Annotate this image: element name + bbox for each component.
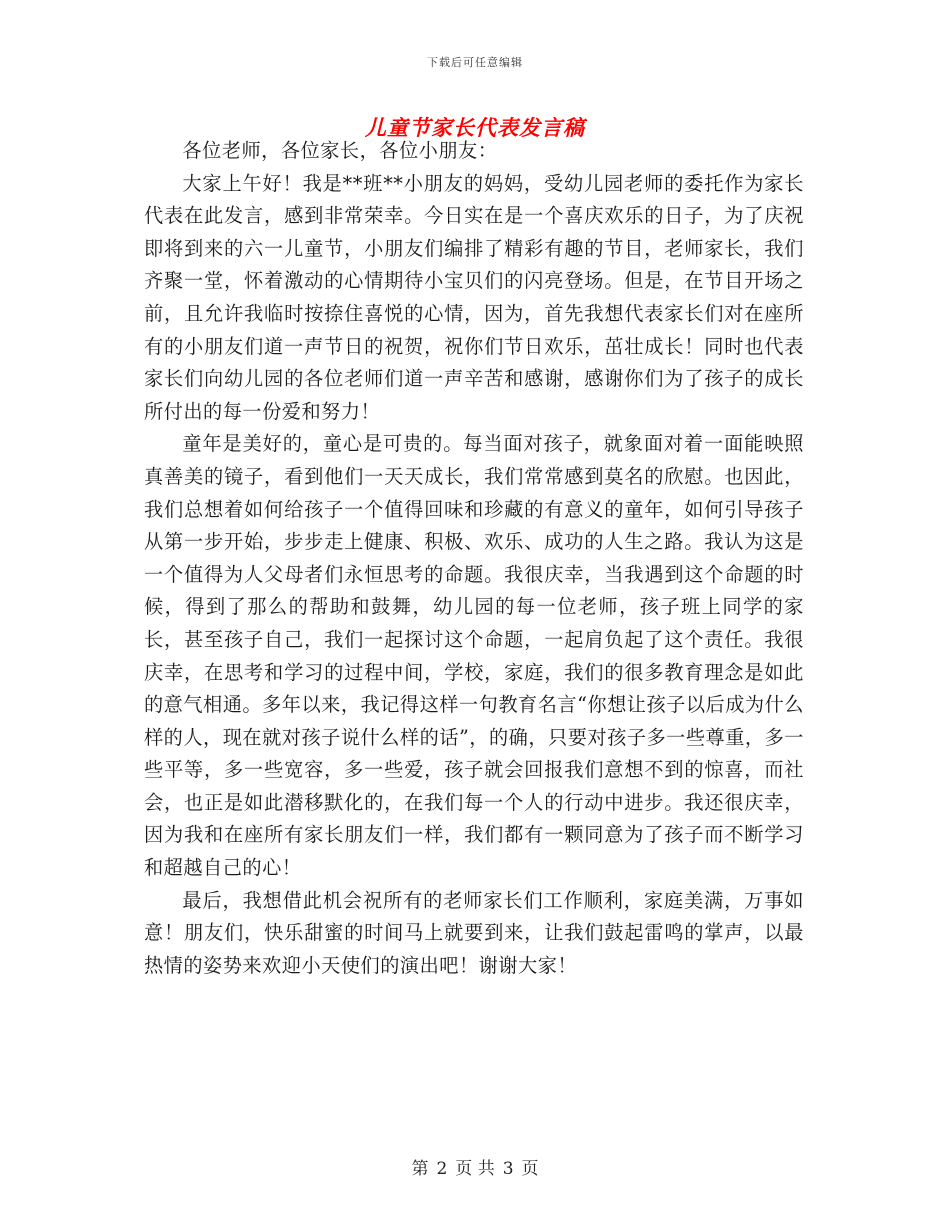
- footer-middle: 页 共: [455, 1159, 495, 1179]
- footer-prefix: 第: [411, 1159, 429, 1179]
- body-paragraph-3: 最后，我想借此机会祝所有的老师家长们工作顺利，家庭美满，万事如意！朋友们，快乐甜蜜的时间马上就要到来，让我们鼓起雷鸣的掌声，以最热情的姿势来欢迎小天使们的演出吧！谢谢大家！: [144, 888, 804, 977]
- body-paragraph-1: 大家上午好！我是**班**小朋友的妈妈，受幼儿园老师的委托作为家长代表在此发言，感到非常荣幸。今日实在是一个喜庆欢乐的日子，为了庆祝即将到来的六一儿童节，小朋友们编排了精彩有趣的节目，老师家长，我们齐聚一堂，怀着激动的心情期待小宝贝们的闪亮登场。但是，在节目开场之前，且允许我临时按捺住喜悦的心情，因为，首先我想代表家长们对在座所有的小朋友们道一声节日的祝贺，祝你们节日欢乐，茁壮成长！同时也代表家长们向幼儿园的各位老师们道一声辛苦和感谢，感谢你们为了孩子的成长所付出的每一份爱和努力！: [144, 171, 804, 423]
- footer-total-pages: 3: [502, 1159, 514, 1179]
- speech-body: [144, 135, 804, 982]
- page-footer: [0, 1154, 950, 1179]
- salutation-paragraph: 各位老师，各位家长，各位小朋友：: [182, 139, 498, 162]
- document-title: 儿童节家长代表发言稿: [365, 115, 585, 140]
- footer-page-number: 2: [436, 1159, 448, 1179]
- header-note: 下载后可任意编辑: [427, 56, 523, 69]
- footer-suffix: 页: [521, 1159, 539, 1179]
- body-paragraph-2: 童年是美好的，童心是可贵的。每当面对孩子，就象面对着一面能映照真善美的镜子，看到他们一天天成长，我们常常感到莫名的欣慰。也因此，我们总想着如何给孩子一个值得回味和珍藏的有意义的童年，如何引导孩子从第一步开始，步步走上健康、积极、欢乐、成功的人生之路。我认为这是一个值得为人父母者们永恒思考的命题。我很庆幸，当我遇到这个命题的时候，得到了那么的帮助和鼓舞，幼儿园的每一位老师，孩子班上同学的家长，甚至孩子自己，我们一起探讨这个命题，一起肩负起了这个责任。我很庆幸，在思考和学习的过程中间，学校，家庭，我们的很多教育理念是如此的意气相通。多年以来，我记得这样一句教育名言“你想让孩子以后成为什么样的人，现在就对孩子说什么样的话”，的确，只要对孩子多一些尊重，多一些平等，多一些宽容，多一些爱，孩子就会回报我们意想不到的惊喜，而社会，也正是如此潜移默化的，在我们每一个人的行动中进步。我还很庆幸，因为我和在座所有家长朋友们一样，我们都有一颗同意为了孩子而不断学习和超越自己的心！: [144, 432, 804, 880]
